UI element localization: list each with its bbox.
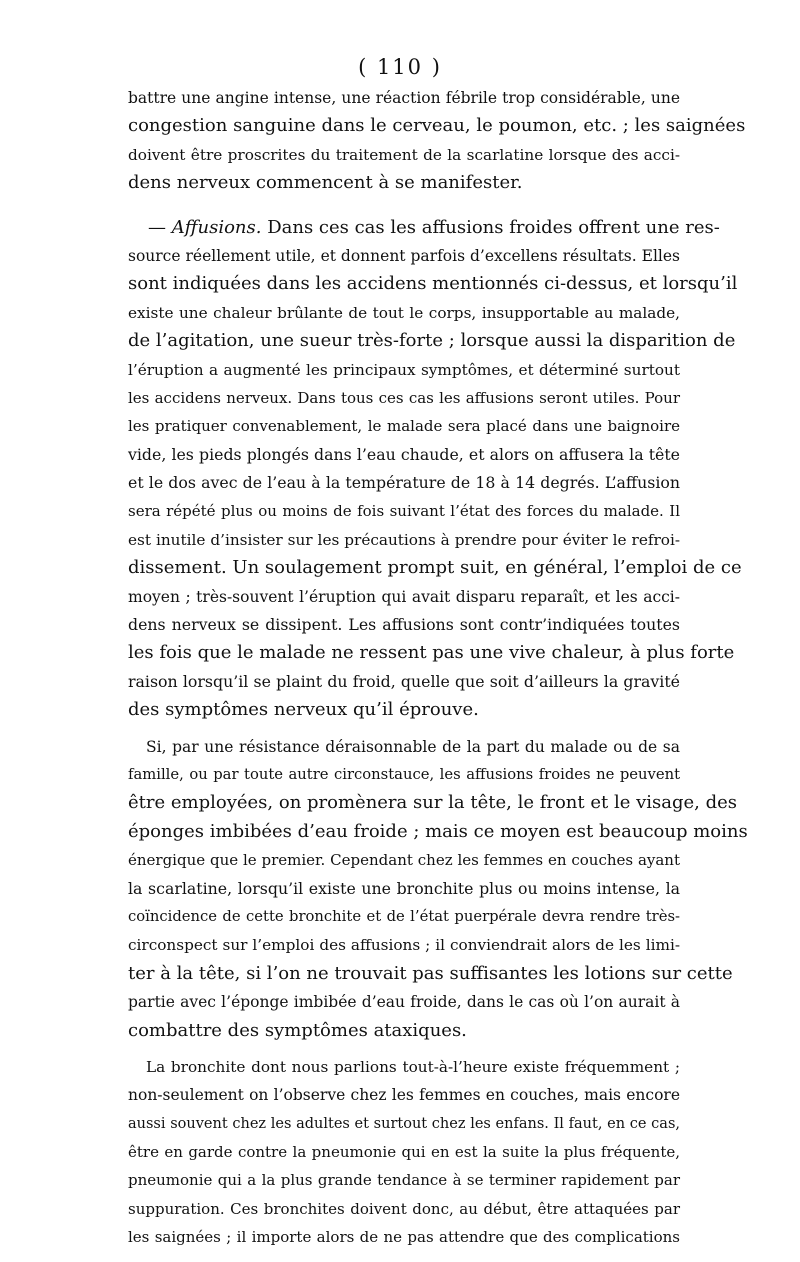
text-line: dens nerveux se dissipent. Les affusions sont contr’indiquées toutes <box>128 615 680 635</box>
paragraph-affusions <box>128 214 742 725</box>
text-line: éponges imbibées d’eau froide ; mais ce moyen est beaucoup moins <box>128 820 748 842</box>
em-dash: — <box>148 216 172 238</box>
text-line: dens nerveux commencent à se manifester. <box>128 172 523 194</box>
page-number: ( 110 ) <box>358 55 442 79</box>
text-line: les accidens nerveux. Dans tous ces cas les affusions seront utiles. Pour <box>128 388 680 407</box>
text-line: les pratiquer convenablement, le malade sera placé dans une baignoire <box>128 417 680 436</box>
paragraph-3 <box>128 733 748 1045</box>
paragraph-gap <box>128 198 680 214</box>
section-heading-affusions: Affusions. <box>171 216 262 238</box>
paragraph-4 <box>128 1053 680 1252</box>
text-line: sont indiquées dans les accidens mentionnés ci-dessus, et lorsqu’il <box>128 273 738 295</box>
text-line: non-seulement on l’observe chez les femmes en couches, mais encore <box>128 1086 680 1105</box>
paragraph-gap <box>128 1045 680 1053</box>
text-line: les saignées ; il importe alors de ne pas attendre que des complications <box>128 1228 680 1247</box>
text-line: des symptômes nerveux qu’il éprouve. <box>128 699 479 721</box>
paragraph-gap <box>128 725 680 733</box>
text-line: La bronchite dont nous parlions tout-à-l’heure existe fréquemment ; <box>146 1057 680 1076</box>
text-line: existe une chaleur brûlante de tout le corps, insupportable au malade, <box>128 303 680 322</box>
text-line: énergique que le premier. Cependant chez les femmes en couches ayant <box>128 851 680 870</box>
text-line: suppuration. Ces bronchites doivent donc, au début, être attaquées par <box>128 1199 680 1218</box>
text-line: et le dos avec de l’eau à la température de 18 à 14 degrés. L’affusion <box>128 473 680 493</box>
text-line: la scarlatine, lorsqu’il existe une bronchite plus ou moins intense, la <box>128 878 680 898</box>
text-body <box>128 84 748 1252</box>
text-line: dissement. Un soulagement prompt suit, en général, l’emploi de ce <box>128 557 742 579</box>
text-line: de l’agitation, une sueur très-forte ; lorsque aussi la disparition de <box>128 330 736 352</box>
text-line <box>128 214 720 242</box>
text-line: doivent être proscrites du traitement de la scarlatine lorsque des acci- <box>128 145 680 164</box>
text-line: être employées, on promènera sur la tête, le front et le visage, des <box>128 792 738 814</box>
text-line: être en garde contre la pneumonie qui en est la suite la plus fréquente, <box>128 1143 680 1162</box>
text-line: congestion sanguine dans le cerveau, le poumon, etc. ; les saignées <box>128 115 746 137</box>
text-line: pneumonie qui a la plus grande tendance à se terminer rapidement par <box>128 1171 680 1190</box>
text-line-fragment: Dans ces cas les affusions froides offrent une res- <box>261 216 720 238</box>
text-line: moyen ; très-souvent l’éruption qui avait disparu reparaît, et les acci- <box>128 587 680 606</box>
text-line: ter à la tête, si l’on ne trouvait pas suffisantes les lotions sur cette <box>128 962 733 984</box>
text-line: circonspect sur l’emploi des affusions ; il conviendrait alors de les limi- <box>128 936 680 955</box>
paragraph-1 <box>128 84 746 198</box>
text-line: source réellement utile, et donnent parfois d’excellens résultats. Elles <box>128 246 680 265</box>
text-line: famille, ou par toute autre circonstauce, les affusions froides ne peuvent <box>128 765 680 783</box>
text-line: raison lorsqu’il se plaint du froid, quelle que soit d’ailleurs la gravité <box>128 671 680 691</box>
text-line: sera répété plus ou moins de fois suivant l’état des forces du malade. Il <box>128 502 680 521</box>
text-line: aussi souvent chez les adultes et surtout chez les enfans. Il faut, en ce cas, <box>128 1115 680 1132</box>
text-line: Si, par une résistance déraisonnable de la part du malade ou de sa <box>146 737 680 756</box>
text-line: partie avec l’éponge imbibée d’eau froide, dans le cas où l’on aurait à <box>128 993 680 1012</box>
text-line: coïncidence de cette bronchite et de l’état puerpérale devra rendre très- <box>128 907 680 925</box>
text-line: l’éruption a augmenté les principaux symptômes, et déterminé surtout <box>128 360 680 379</box>
text-line: vide, les pieds plongés dans l’eau chaude, et alors on affusera la tête <box>128 444 680 464</box>
text-line: les fois que le malade ne ressent pas une vive chaleur, à plus forte <box>128 642 735 664</box>
text-line: battre une angine intense, une réaction fébrile trop considérable, une <box>128 89 680 107</box>
text-line: combattre des symptômes ataxiques. <box>128 1019 467 1041</box>
text-line: est inutile d’insister sur les précautions à prendre pour éviter le refroi- <box>128 530 680 549</box>
